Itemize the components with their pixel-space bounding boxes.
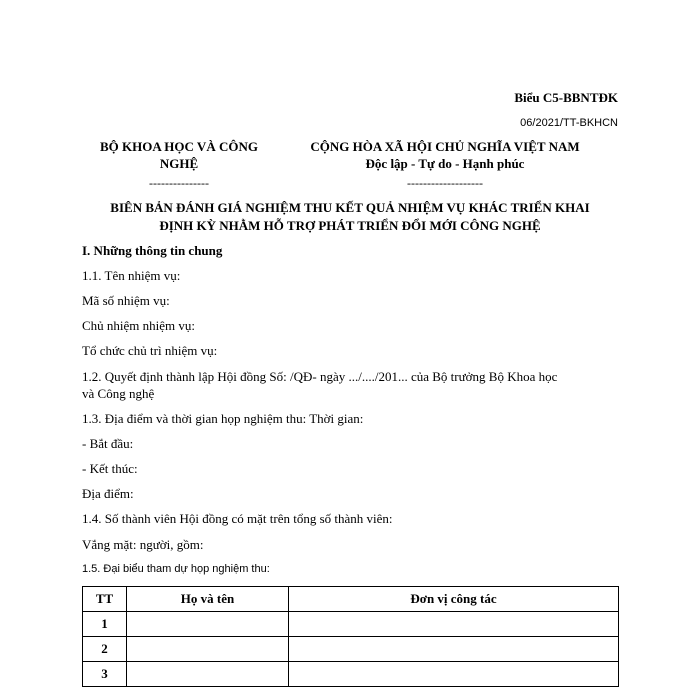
national-motto: Độc lập - Tự do - Hạnh phúc [365, 156, 525, 171]
header-tt: TT [83, 587, 127, 612]
form-code: Biểu C5-BBNTĐK [514, 90, 618, 105]
row-name-cell[interactable] [127, 662, 289, 687]
task-name-field: 1.1. Tên nhiệm vụ: [82, 268, 181, 283]
row-number: 1 [83, 612, 127, 637]
table-row [83, 612, 619, 637]
ministry-name: BỘ KHOA HỌC VÀ CÔNG NGHỆ [100, 139, 258, 171]
table-row [83, 637, 619, 662]
ministry-divider: --------------- [149, 176, 209, 190]
header-unit: Đơn vị công tác [289, 587, 619, 612]
start-time-field: - Bắt đầu: [82, 436, 134, 451]
row-name-cell[interactable] [127, 612, 289, 637]
place-field: Địa điểm: [82, 486, 134, 501]
row-unit-cell[interactable] [289, 662, 619, 687]
row-unit-cell[interactable] [289, 612, 619, 637]
title-line-2: ĐỊNH KỲ NHẰM HỖ TRỢ PHÁT TRIỂN ĐỔI MỚI CÔNG NGHỆ [159, 218, 541, 233]
place-time-field: 1.3. Địa điểm và thời gian họp nghiệm thu: Thời gian: [82, 411, 364, 426]
end-time-field: - Kết thúc: [82, 461, 138, 476]
circular-number: 06/2021/TT-BKHCN [520, 117, 618, 129]
row-number: 3 [83, 662, 127, 687]
row-name-cell[interactable] [127, 637, 289, 662]
motto-divider: ------------------- [407, 176, 483, 190]
decision-line-1: 1.2. Quyết định thành lập Hội đồng Số: /QĐ- ngày .../..../201... của Bộ trưởng Bộ Khoa học [82, 369, 558, 384]
row-unit-cell[interactable] [289, 637, 619, 662]
document-title [80, 199, 620, 235]
table-header-row [83, 587, 619, 612]
attendees-heading: 1.5. Đại biểu tham dự họp nghiệm thu: [82, 563, 270, 575]
table-row [83, 662, 619, 687]
header-name: Họ và tên [127, 587, 289, 612]
decision-line-2: và Công nghệ [82, 386, 155, 401]
title-line-1: BIÊN BẢN ĐÁNH GIÁ NGHIỆM THU KẾT QUẢ NHIỆM VỤ KHÁC TRIỂN KHAI [110, 200, 590, 215]
absent-field: Vắng mặt: người, gồm: [82, 537, 204, 552]
national-header [290, 138, 600, 172]
section-heading: I. Những thông tin chung [82, 243, 223, 258]
members-present-field: 1.4. Số thành viên Hội đồng có mặt trên tổng số thành viên: [82, 511, 393, 526]
attendees-table [82, 586, 619, 687]
host-org-field: Tổ chức chủ trì nhiệm vụ: [82, 343, 218, 358]
row-number: 2 [83, 637, 127, 662]
country-name: CỘNG HÒA XÃ HỘI CHỦ NGHĨA VIỆT NAM [310, 139, 580, 154]
task-leader-field: Chủ nhiệm nhiệm vụ: [82, 318, 196, 333]
task-code-field: Mã số nhiệm vụ: [82, 293, 170, 308]
